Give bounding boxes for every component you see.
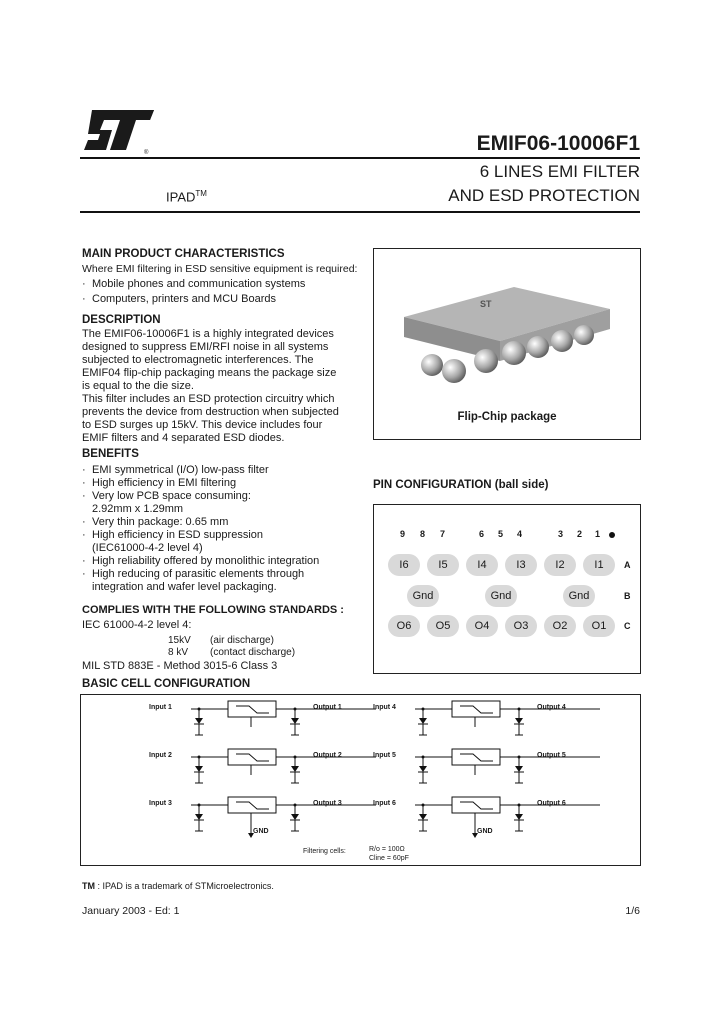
pin-ball: O5 — [427, 615, 459, 637]
c-value: Cline = 60pF — [369, 855, 409, 862]
svg-text:ST: ST — [480, 299, 492, 309]
col-number: 4 — [517, 529, 523, 539]
st-logo — [82, 106, 158, 156]
flip-chip-illustration — [374, 249, 640, 399]
title-rule — [80, 157, 640, 159]
pin-ball: Gnd — [485, 585, 517, 607]
trademark-note: TM : IPAD is a trademark of STMicroelectronics. — [82, 881, 274, 891]
pin-ball: O1 — [583, 615, 615, 637]
basic-cell-figure — [80, 694, 641, 866]
standards-contact-value: 8 kV — [168, 647, 189, 658]
pin-ball: O3 — [505, 615, 537, 637]
description-heading: DESCRIPTION — [82, 314, 161, 326]
input-label: Input 3 — [149, 800, 172, 807]
standards-heading: COMPLIES WITH THE FOLLOWING STANDARDS : — [82, 604, 344, 616]
characteristics-heading: MAIN PRODUCT CHARACTERISTICS — [82, 248, 285, 260]
benefits-list — [82, 464, 362, 594]
col-number: 6 — [479, 529, 485, 539]
standards-air-label: (air discharge) — [210, 635, 274, 646]
benefit-item: · High efficiency in ESD suppression (IEC61000-4-2 level 4) — [82, 529, 263, 554]
output-label: Output 6 — [537, 800, 566, 807]
benefit-item: · EMI symmetrical (I/O) low-pass filter — [82, 464, 269, 476]
standards-contact-label: (contact discharge) — [210, 647, 296, 658]
output-label: Output 2 — [313, 752, 342, 759]
package-figure — [373, 248, 641, 440]
pin-ball: I4 — [466, 554, 498, 576]
subtitle-line2: AND ESD PROTECTION — [448, 186, 640, 205]
part-number-title: EMIF06-10006F1 — [476, 132, 640, 155]
pin-ball: I6 — [388, 554, 420, 576]
ipad-label: IPAD™ — [166, 189, 207, 205]
input-label: Input 1 — [149, 704, 172, 711]
svg-text:®: ® — [144, 150, 149, 156]
pin-ball: I2 — [544, 554, 576, 576]
col-number: 3 — [558, 529, 564, 539]
subtitle-rule — [80, 211, 640, 213]
basic-cell-heading: BASIC CELL CONFIGURATION — [82, 678, 251, 690]
gnd-label: GND — [253, 828, 269, 835]
row-label: B — [624, 591, 631, 601]
characteristics-bullet: · Mobile phones and communication systems — [82, 278, 306, 290]
benefits-heading: BENEFITS — [82, 448, 139, 460]
output-label: Output 5 — [537, 752, 566, 759]
pin-ball: Gnd — [407, 585, 439, 607]
standards-air-value: 15kV — [168, 635, 191, 646]
input-label: Input 2 — [149, 752, 172, 759]
description-text: The EMIF06-10006F1 is a highly integrated devices designed to suppress EMI/RFI noise in all systems subjected to electromagnetic interferences. The EMIF04 flip-chip packaging means the package size is equal to the die size. This filter includes an ESD protection circuitry which prevents the device from destruction when subjected to ESD surges up 15kV. This device includes four EMIF filters and 4 separated ESD diodes. — [82, 328, 339, 444]
input-label: Input 5 — [373, 752, 396, 759]
pin-ball: Gnd — [563, 585, 595, 607]
page-number: 1/6 — [625, 905, 640, 917]
col-number: 2 — [577, 529, 583, 539]
footer-date: January 2003 - Ed: 1 — [82, 905, 180, 917]
characteristics-intro: Where EMI filtering in ESD sensitive equipment is required: — [82, 263, 358, 275]
pin-config-figure — [373, 504, 641, 674]
standards-mil: MIL STD 883E - Method 3015-6 Class 3 — [82, 660, 278, 672]
pin-ball: I5 — [427, 554, 459, 576]
subtitle-line1: 6 LINES EMI FILTER — [479, 162, 640, 181]
gnd-label: GND — [477, 828, 493, 835]
benefit-item: · Very low PCB space consuming: 2.92mm x 1.29mm — [82, 490, 251, 515]
pin-config-heading: PIN CONFIGURATION (ball side) — [373, 479, 549, 491]
row-label: C — [624, 621, 631, 631]
col-number: 1 — [595, 529, 601, 539]
col-number: 8 — [420, 529, 426, 539]
package-caption: Flip-Chip package — [457, 411, 557, 423]
input-label: Input 4 — [373, 704, 396, 711]
r-value: R/o = 100Ω — [369, 846, 405, 853]
benefit-item: · Very thin package: 0.65 mm — [82, 516, 229, 528]
col-number: 7 — [440, 529, 446, 539]
output-label: Output 1 — [313, 704, 342, 711]
pin-ball: O2 — [544, 615, 576, 637]
input-label: Input 6 — [373, 800, 396, 807]
benefit-item: · High reliability offered by monolithic integration — [82, 555, 320, 567]
pin-ball: O4 — [466, 615, 498, 637]
row-label: A — [624, 560, 631, 570]
pin-ball: I1 — [583, 554, 615, 576]
standards-iec: IEC 61000-4-2 level 4: — [82, 619, 192, 631]
col-number: 9 — [400, 529, 406, 539]
pin1-marker — [609, 532, 615, 538]
benefit-item: · High efficiency in EMI filtering — [82, 477, 237, 489]
output-label: Output 4 — [537, 704, 566, 711]
pin-ball: O6 — [388, 615, 420, 637]
col-number: 5 — [498, 529, 504, 539]
characteristics-bullet: · Computers, printers and MCU Boards — [82, 293, 277, 305]
benefit-item: · High reducing of parasitic elements through integration and wafer level packaging. — [82, 568, 305, 593]
output-label: Output 3 — [313, 800, 342, 807]
filtering-label: Filtering cells: — [303, 848, 346, 855]
pin-ball: I3 — [505, 554, 537, 576]
basic-cell-schematic — [81, 695, 640, 865]
